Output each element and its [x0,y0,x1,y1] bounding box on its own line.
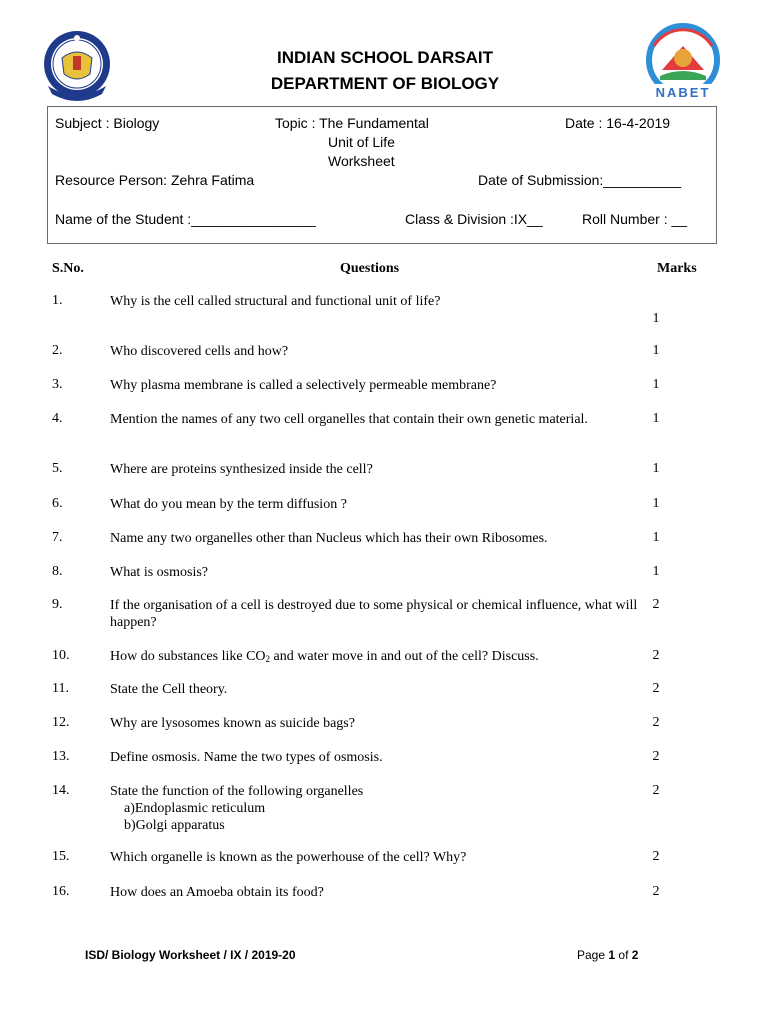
resource-person: Resource Person: Zehra Fatima [55,172,255,188]
question-marks: 1 [652,377,660,392]
question-text: State the Cell theory. [110,682,228,697]
subscript-two: 2 [265,654,271,664]
date-label: Date : 16-4-2019 [565,115,671,131]
question-subitem: a)Endoplasmic reticulum [124,801,266,816]
page-current: 1 [608,948,616,962]
question-text-part: and water move in and out of the cell? Discuss. [270,649,539,664]
question-marks: 2 [652,749,660,764]
roll-number-field: Roll Number : __ [582,211,688,227]
question-text: Mention the names of any two cell organelles that contain their own genetic material. [110,412,588,427]
page-word: Page [577,948,606,962]
question-text: Which organelle is known as the powerhouse of the cell? Why? [110,850,467,865]
question-number: 11. [52,681,69,696]
question-marks: 2 [652,884,660,899]
question-text: Name any two organelles other than Nucleus which has their own Ribosomes. [110,531,548,546]
column-header-questions: Questions [340,261,400,276]
nabet-label: NABET [655,85,711,100]
page-total: 2 [631,948,639,962]
question-number: 3. [52,377,63,392]
question-text: State the function of the following organelles [110,784,364,799]
question-text: How does an Amoeba obtain its food? [110,885,324,900]
question-number: 12. [52,715,70,730]
question-marks: 2 [652,597,660,612]
question-marks: 2 [652,715,660,730]
question-number: 6. [52,496,63,511]
question-text: Why is the cell called structural and functional unit of life? [110,294,441,309]
question-marks: 1 [652,461,660,476]
question-number: 8. [52,564,63,579]
question-text: Define osmosis. Name the two types of osmosis. [110,750,383,765]
question-number: 9. [52,597,63,612]
question-text-part: How do substances like CO [110,649,266,664]
question-text: Who discovered cells and how? [110,344,289,359]
question-text: Where are proteins synthesized inside the cell? [110,462,373,477]
question-marks: 2 [652,849,660,864]
question-number: 16. [52,884,70,899]
topic-line-3: Worksheet [328,153,395,169]
page-of: of [618,948,629,962]
question-text: Why plasma membrane is called a selectively permeable membrane? [110,378,497,393]
question-number: 13. [52,749,70,764]
question-number: 15. [52,849,70,864]
question-marks: 1 [652,496,660,511]
question-text: If the organisation of a cell is destroyed due to some physical or chemical influence, what will happen? [110,598,638,630]
question-marks: 1 [652,411,660,426]
student-name-field: Name of the Student :________________ [55,211,316,227]
question-subitem: b)Golgi apparatus [124,818,225,833]
question-text: What do you mean by the term diffusion ? [110,497,347,512]
footer-document-id: ISD/ Biology Worksheet / IX / 2019-20 [85,948,296,962]
question-text: What is osmosis? [110,565,208,580]
question-marks: 1 [652,564,660,579]
subject-label: Subject : Biology [55,115,160,131]
school-name: INDIAN SCHOOL DARSAIT [277,48,493,67]
topic-line-2: Unit of Life [328,134,395,150]
question-marks: 1 [652,343,660,358]
question-marks: 2 [652,648,660,663]
question-number: 4. [52,411,63,426]
question-number: 1. [52,293,63,308]
question-number: 2. [52,343,63,358]
submission-date-field: Date of Submission:__________ [478,172,682,188]
question-text [110,648,640,668]
topic-line-1: Topic : The Fundamental [275,115,429,131]
question-marks: 2 [652,681,660,696]
question-number: 5. [52,461,63,476]
column-header-marks: Marks [657,261,697,276]
question-marks: 1 [652,311,660,326]
class-division-field: Class & Division :IX__ [405,211,543,227]
footer-page-number [577,948,638,962]
question-number: 10. [52,648,70,663]
question-number: 14. [52,783,70,798]
department-name: DEPARTMENT OF BIOLOGY [270,74,500,93]
question-number: 7. [52,530,63,545]
question-marks: 2 [652,783,660,798]
question-text: Why are lysosomes known as suicide bags? [110,716,355,731]
column-header-sno: S.No. [52,261,84,276]
question-marks: 1 [652,530,660,545]
